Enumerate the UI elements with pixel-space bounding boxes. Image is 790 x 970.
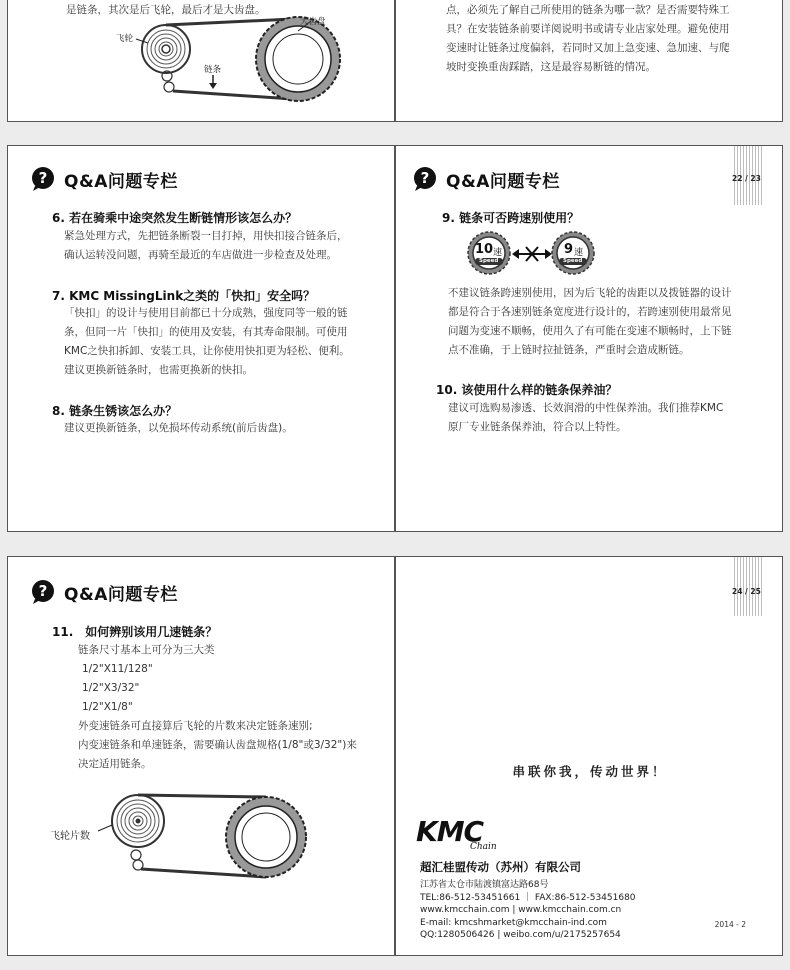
kmc-logo-text: KMC	[416, 815, 484, 848]
answer-7	[64, 304, 350, 380]
svg-text:?: ?	[38, 582, 48, 600]
text-line: 坡时变换重齿踩踏，这是最容易断链的情况。	[446, 61, 656, 73]
flywheel-count-diagram	[8, 785, 395, 945]
answer-9	[448, 284, 732, 360]
speed-unit: 速	[493, 248, 503, 258]
question-bubble-icon	[412, 166, 438, 192]
kmc-logo-script: Chain	[470, 842, 497, 852]
chain-order-text: 是链条，其次是后飞轮，最后才是大齿盘。	[66, 4, 266, 16]
text-line: 条，但同一片「快扣」的使用及安装，有其寿命限制。可使用	[64, 326, 348, 338]
text-line: 决定适用链条。	[78, 758, 152, 770]
incompatible-arrow-icon	[512, 244, 552, 264]
qa-header-title: Q&A问题专栏	[64, 171, 178, 192]
chain-size-item: 1/2"X3/32"	[82, 682, 140, 694]
social-line: QQ:1280506426 | weibo.com/u/2175257654	[420, 930, 621, 940]
page-number: 22 / 23	[732, 174, 761, 183]
qa-header-title: Q&A问题专栏	[446, 171, 560, 192]
answer-11-continued	[78, 717, 313, 736]
page-stripes-decoration	[734, 556, 764, 616]
text-line: 紧急处理方式，先把链条断裂一目打掉，用快扣接合链条后，	[64, 230, 348, 242]
text-line: 问题为变速不顺畅，使用久了有可能在变速不顺畅时，上下链	[448, 325, 732, 337]
contact-info	[420, 879, 636, 942]
text-line: 外变速链条可直接算后飞轮的片数来决定链条速别;	[78, 720, 313, 732]
answer-11	[78, 641, 215, 717]
print-date: 2014 - 2	[714, 920, 746, 929]
text-line: 原厂专业链条保养油，符合以上特性。	[448, 421, 627, 433]
chainring-label: 大齿盘	[300, 17, 326, 27]
question-bubble-icon	[30, 579, 56, 605]
qa-header	[30, 166, 178, 192]
website-line: www.kmcchain.com | www.kmcchain.com.cn	[420, 905, 622, 915]
page-panel-bottom-right	[395, 556, 783, 956]
qa-header-title: Q&A问题专栏	[64, 584, 178, 605]
speed-number: 9	[564, 242, 574, 257]
speed-unit: 速	[574, 248, 584, 258]
question-9: 9. 链条可否跨速别使用？	[442, 211, 580, 225]
text-line: 具？在安装链条前要详阅说明书或请专业店家处理。避免使用	[446, 23, 730, 35]
page-panel-mid-left	[7, 145, 395, 532]
answer-11-more	[78, 736, 357, 774]
speed-badge-9	[550, 230, 596, 276]
company-name: 超汇桂盟传动（苏州）有限公司	[420, 860, 581, 874]
text-line: 变速时让链条过度偏斜，若同时又加上急变速、急加速、与爬	[446, 42, 730, 54]
svg-text:?: ?	[38, 169, 48, 187]
text-line: 建议更换新链条时，也需更换新的快扣。	[64, 364, 253, 376]
chain-break-text	[446, 1, 730, 77]
slogan: 串联你我，传动世界！	[512, 764, 668, 779]
page-panel-mid-right	[395, 145, 783, 532]
chain-size-item: 1/2"X1/8"	[82, 701, 133, 713]
qa-header	[30, 579, 178, 605]
address-line: 江苏省太仓市陆渡镇富达路68号	[420, 880, 549, 890]
flywheel-count-label: 飞轮片数	[50, 831, 90, 842]
text-line: 链条尺寸基本上可分为三大类	[78, 644, 215, 656]
text-line: 点，必须先了解自己所使用的链条为哪一款？是否需要特殊工	[446, 4, 730, 16]
flywheel-label: 飞轮	[116, 34, 134, 44]
text-line: 「快扣」的设计与使用目前都已十分成熟，强度同等一般的链	[64, 307, 348, 319]
chain-size-item: 1/2"X11/128"	[82, 663, 153, 675]
chain-drive-diagram	[8, 0, 395, 122]
question-bubble-icon	[30, 166, 56, 192]
text-line: 不建议链条跨速别使用，因为后飞轮的齿距以及拨链器的设计	[448, 287, 732, 299]
question-11: 11. 如何辨别该用几速链条？	[52, 625, 218, 639]
email-line: E-mail: kmcshmarket@kmcchain-ind.com	[420, 917, 607, 928]
svg-text:?: ?	[420, 169, 430, 187]
text-line: 点不准确，于上链时拉扯链条，严重时会造成断链。	[448, 344, 690, 356]
text-line: 建议更换新链条，以免损坏传动系统(前后齿盘)。	[64, 422, 293, 434]
page-number: 24 / 25	[732, 587, 761, 596]
text-line: 内变速链条和单速链条，需要确认齿盘规格(1/8"或3/32")来	[78, 739, 357, 751]
page-panel-bottom-left	[7, 556, 395, 956]
question-7: 7. KMC MissingLink之类的「快扣」安全吗？	[52, 289, 316, 303]
page-panel-top-right	[395, 0, 783, 122]
text-line: KMC之快扣拆卸、安装工具，让你使用快扣更为轻松、便利。	[64, 345, 350, 357]
speed-caption: Speed	[563, 258, 583, 264]
text-line: 确认运转没问题，再骑至最近的车店做进一步检查及处理。	[64, 249, 337, 261]
speed-number: 10	[475, 242, 494, 257]
page-panel-top-left	[7, 0, 395, 122]
answer-6	[64, 227, 348, 265]
speed-badge-10	[466, 230, 512, 276]
question-10: 10. 该使用什么样的链条保养油？	[436, 383, 618, 397]
kmc-logo	[416, 815, 497, 852]
question-8: 8. 链条生锈该怎么办？	[52, 404, 178, 418]
text-line: 都是符合于各速别链条宽度进行设计的，若跨速别使用最常见	[448, 306, 732, 318]
question-6: 6. 若在骑乘中途突然发生断链情形该怎么办？	[52, 211, 298, 225]
chain-label: 链条	[204, 65, 222, 75]
speed-caption: Speed	[479, 258, 499, 264]
phone-line: TEL:86-512-53451661 ｜ FAX:86-512-53451680	[420, 892, 636, 903]
answer-10	[448, 399, 723, 437]
answer-8	[64, 419, 293, 438]
qa-header	[412, 166, 560, 192]
text-line: 建议可选购易渗透、长效润滑的中性保养油。我们推荐KMC	[448, 402, 724, 414]
